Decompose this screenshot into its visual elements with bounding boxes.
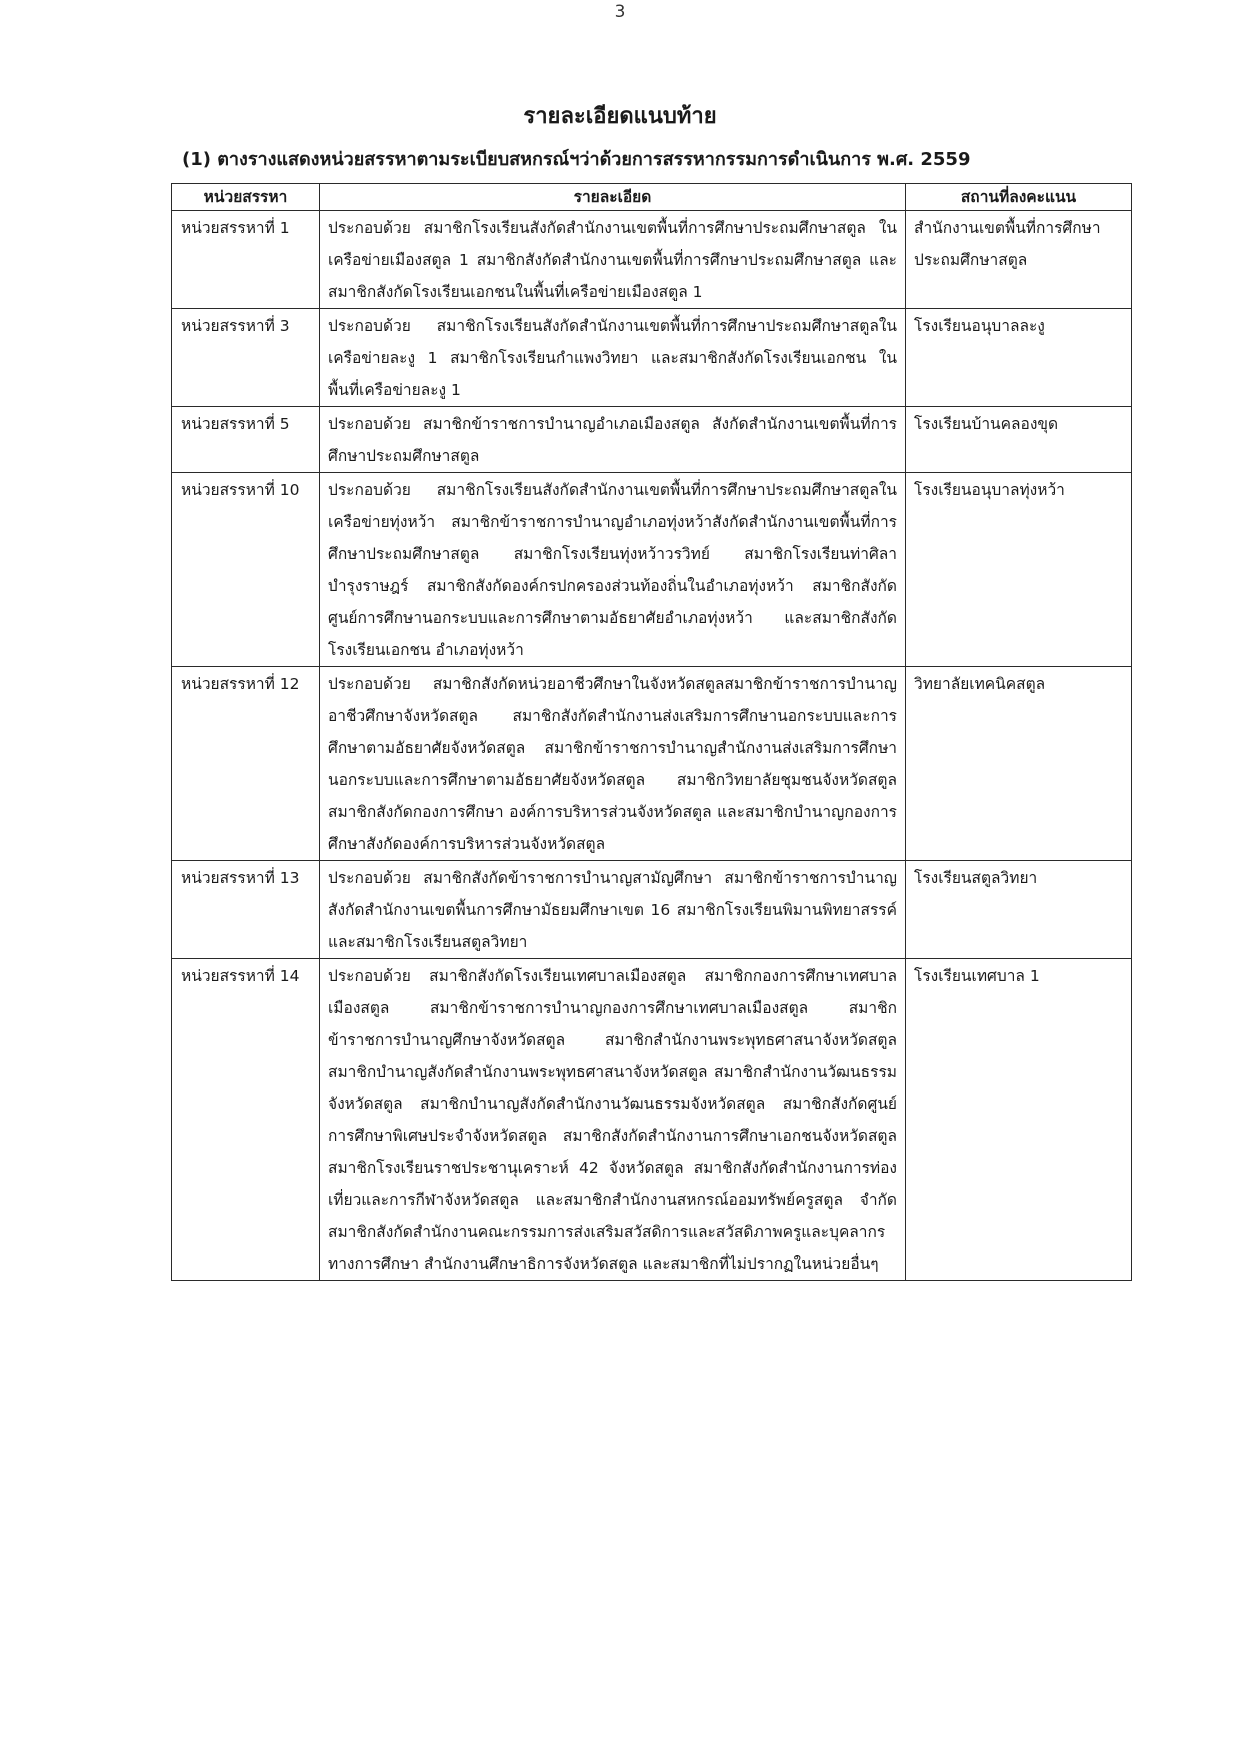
detail-cell: ประกอบด้วย สมาชิกสังกัดหน่วยอาชีวศึกษาในจังหวัดสตูลสมาชิกข้าราชการบำนาญอาชีวศึกษาจังหวัดสตูล สมาชิกสังกัดสำนักงานส่งเสริมการศึกษานอกระบบและการศึกษาตามอัธยาศัยจังหวัดสตูล สมาชิกข้าราชการบำนาญสำนักงานส่งเสริมการศึกษานอกระบบและการศึกษาตามอัธยาศัยจังหวัดสตูล สมาชิกวิทยาลัยชุมชนจังหวัดสตูล สมาชิกสังกัดกองการศึกษา องค์การบริหารส่วนจังหวัดสตูล และสมาชิกบำนาญกองการศึกษาสังกัดองค์การบริหารส่วนจังหวัดสตูล <box>320 667 906 861</box>
table-row <box>172 473 1132 667</box>
venue-cell: สำนักงานเขตพื้นที่การศึกษาประถมศึกษาสตูล <box>906 211 1132 309</box>
venue-cell: โรงเรียนบ้านคลองขุด <box>906 407 1132 473</box>
unit-cell: หน่วยสรรหาที่ 13 <box>172 861 320 959</box>
unit-cell: หน่วยสรรหาที่ 10 <box>172 473 320 667</box>
detail-cell: ประกอบด้วย สมาชิกโรงเรียนสังกัดสำนักงานเขตพื้นที่การศึกษาประถมศึกษาสตูลในเครือข่ายทุ่งหว้า สมาชิกข้าราชการบำนาญอำเภอทุ่งหว้าสังกัดสำนักงานเขตพื้นที่การศึกษาประถมศึกษาสตูล สมาชิกโรงเรียนทุ่งหว้าวรวิทย์ สมาชิกโรงเรียนท่าศิลาบำรุงราษฎร์ สมาชิกสังกัดองค์กรปกครองส่วนท้องถิ่นในอำเภอทุ่งหว้า สมาชิกสังกัดศูนย์การศึกษานอกระบบและการศึกษาตามอัธยาศัยอำเภอทุ่งหว้า และสมาชิกสังกัดโรงเรียนเอกชน อำเภอทุ่งหว้า <box>320 473 906 667</box>
venue-cell: โรงเรียนอนุบาลละงู <box>906 309 1132 407</box>
unit-cell: หน่วยสรรหาที่ 1 <box>172 211 320 309</box>
detail-cell: ประกอบด้วย สมาชิกโรงเรียนสังกัดสำนักงานเขตพื้นที่การศึกษาประถมศึกษาสตูลในเครือข่ายละงู 1 สมาชิกโรงเรียนกำแพงวิทยา และสมาชิกสังกัดโรงเรียนเอกชน ในพื้นที่เครือข่ายละงู 1 <box>320 309 906 407</box>
unit-cell: หน่วยสรรหาที่ 12 <box>172 667 320 861</box>
table-row <box>172 861 1132 959</box>
table-row <box>172 667 1132 861</box>
header-detail: รายละเอียด <box>320 184 906 211</box>
table-row <box>172 309 1132 407</box>
detail-cell: ประกอบด้วย สมาชิกโรงเรียนสังกัดสำนักงานเขตพื้นที่การศึกษาประถมศึกษาสตูล ในเครือข่ายเมืองสตูล 1 สมาชิกสังกัดสำนักงานเขตพื้นที่การศึกษาประถมศึกษาสตูล และสมาชิกสังกัดโรงเรียนเอกชนในพื้นที่เครือข่ายเมืองสตูล 1 <box>320 211 906 309</box>
detail-cell: ประกอบด้วย สมาชิกสังกัดข้าราชการบำนาญสามัญศึกษา สมาชิกข้าราชการบำนาญสังกัดสำนักงานเขตพื้นการศึกษามัธยมศึกษาเขต 16 สมาชิกโรงเรียนพิมานพิทยาสรรค์ และสมาชิกโรงเรียนสตูลวิทยา <box>320 861 906 959</box>
recruitment-units-table <box>171 183 1132 1281</box>
venue-cell: โรงเรียนเทศบาล 1 <box>906 959 1132 1281</box>
table-row <box>172 211 1132 309</box>
detail-cell: ประกอบด้วย สมาชิกสังกัดโรงเรียนเทศบาลเมืองสตูล สมาชิกกองการศึกษาเทศบาลเมืองสตูล สมาชิกข้าราชการบำนาญกองการศึกษาเทศบาลเมืองสตูล สมาชิกข้าราชการบำนาญศึกษาจังหวัดสตูล สมาชิกสำนักงานพระพุทธศาสนาจังหวัดสตูล สมาชิกบำนาญสังกัดสำนักงานพระพุทธศาสนาจังหวัดสตูล สมาชิกสำนักงานวัฒนธรรมจังหวัดสตูล สมาชิกบำนาญสังกัดสำนักงานวัฒนธรรมจังหวัดสตูล สมาชิกสังกัดศูนย์การศึกษาพิเศษประจำจังหวัดสตูล สมาชิกสังกัดสำนักงานการศึกษาเอกชนจังหวัดสตูล สมาชิกโรงเรียนราชประชานุเคราะห์ 42 จังหวัดสตูล สมาชิกสังกัดสำนักงานการท่องเที่ยวและการกีฬาจังหวัดสตูล และสมาชิกสำนักงานสหกรณ์ออมทรัพย์ครูสตูล จำกัด สมาชิกสังกัดสำนักงานคณะกรรมการส่งเสริมสวัสดิการและสวัสดิภาพครูและบุคลากรทางการศึกษา สำนักงานศึกษาธิการจังหวัดสตูล และสมาชิกที่ไม่ปรากฏในหน่วยอื่นๆ <box>320 959 906 1281</box>
table-caption: (1) ตางรางแสดงหน่วยสรรหาตามระเบียบสหกรณ์ฯว่าด้วยการสรรหากรรมการดำเนินการ พ.ศ. 2559 <box>182 149 971 170</box>
detail-cell: ประกอบด้วย สมาชิกข้าราชการบำนาญอำเภอเมืองสตูล สังกัดสำนักงานเขตพื้นที่การศึกษาประถมศึกษาสตูล <box>320 407 906 473</box>
document-title: รายละเอียดแนบท้าย <box>523 104 717 129</box>
header-venue: สถานที่ลงคะแนน <box>906 184 1132 211</box>
table-row <box>172 407 1132 473</box>
table-header-row <box>172 184 1132 211</box>
venue-cell: โรงเรียนอนุบาลทุ่งหว้า <box>906 473 1132 667</box>
venue-cell: วิทยาลัยเทคนิคสตูล <box>906 667 1132 861</box>
venue-cell: โรงเรียนสตูลวิทยา <box>906 861 1132 959</box>
table-row <box>172 959 1132 1281</box>
header-unit: หน่วยสรรหา <box>172 184 320 211</box>
recruitment-units-table-wrapper <box>171 183 1131 1281</box>
page-number: 3 <box>614 2 626 22</box>
unit-cell: หน่วยสรรหาที่ 3 <box>172 309 320 407</box>
unit-cell: หน่วยสรรหาที่ 14 <box>172 959 320 1281</box>
unit-cell: หน่วยสรรหาที่ 5 <box>172 407 320 473</box>
